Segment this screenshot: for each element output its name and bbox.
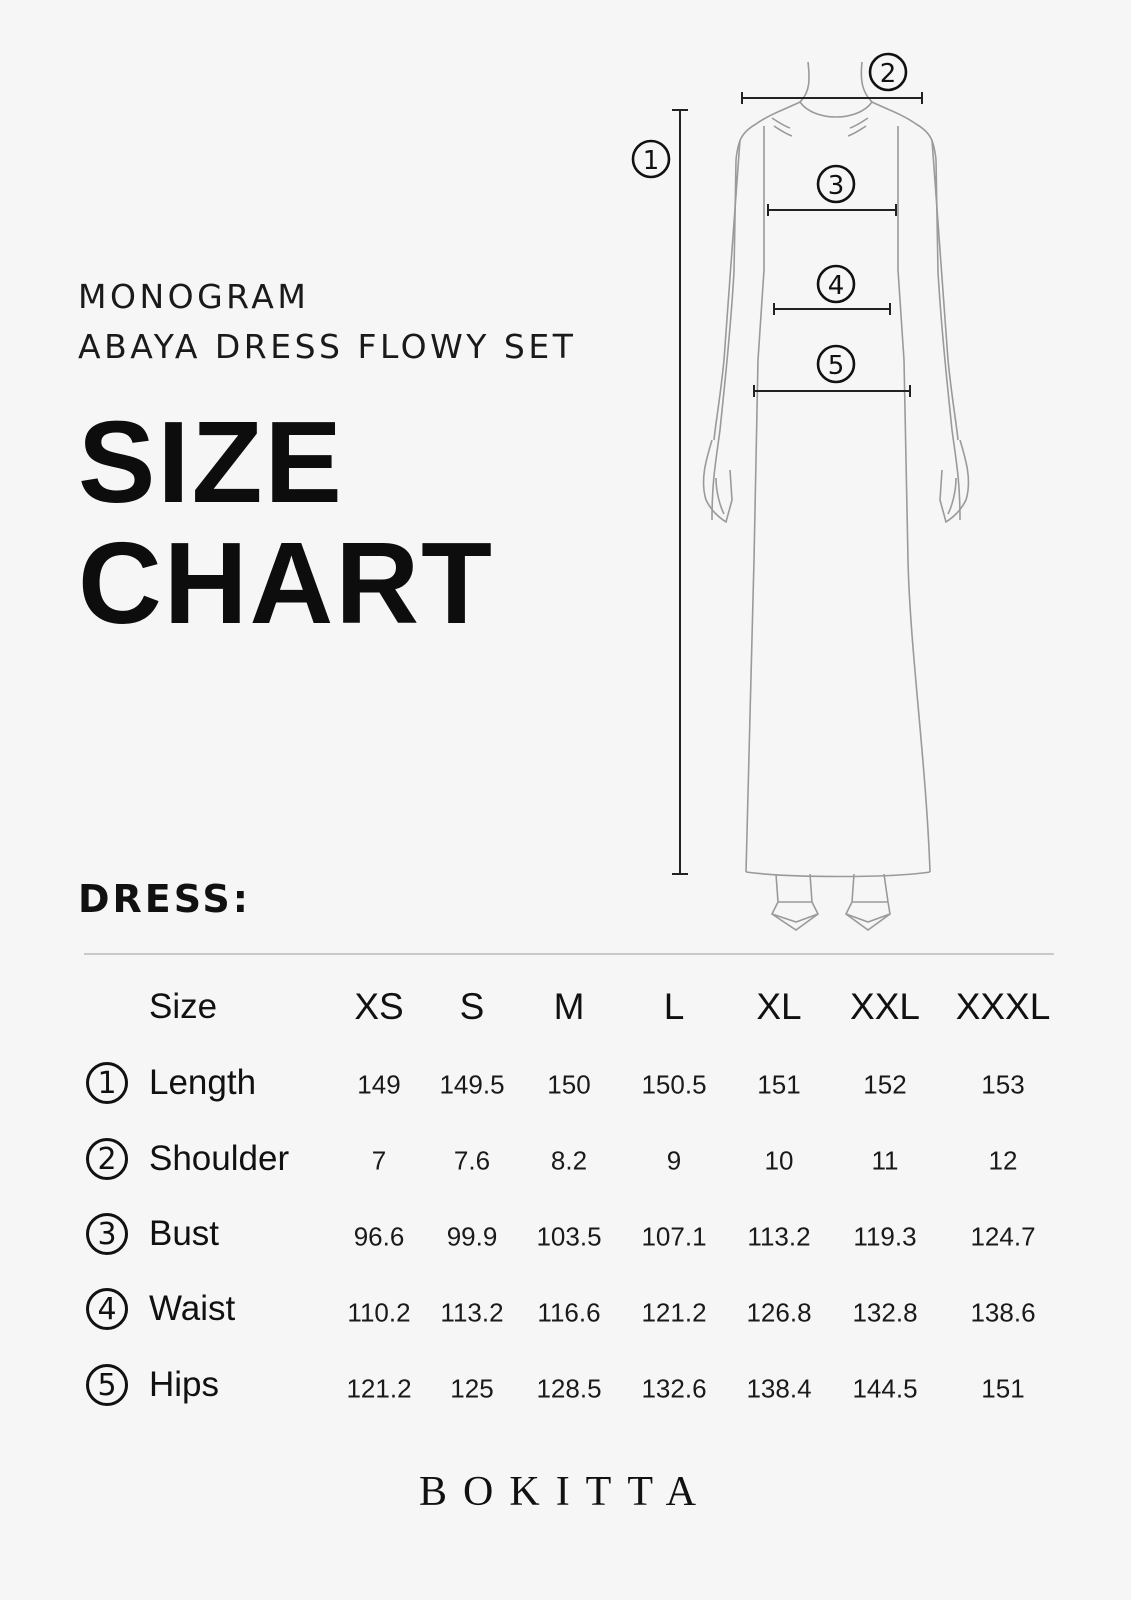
- svg-text:2: 2: [879, 59, 897, 89]
- table-cell: 138.4: [746, 1373, 812, 1404]
- row-number-badge: 1: [86, 1062, 128, 1104]
- size-column-header: S: [459, 986, 485, 1027]
- table-cell: 151: [981, 1373, 1025, 1404]
- table-cell: 113.2: [747, 1221, 811, 1252]
- table-cell: 103.5: [536, 1221, 602, 1252]
- size-column-header: XS: [354, 986, 404, 1027]
- size-column-header: XXXL: [955, 986, 1051, 1027]
- table-cell: 149.5: [439, 1069, 505, 1100]
- size-column-header: L: [663, 986, 685, 1027]
- product-line-1: MONOGRAM: [78, 277, 310, 316]
- svg-text:3: 3: [827, 171, 845, 201]
- table-cell: 7: [371, 1145, 387, 1176]
- table-cell: 107.1: [641, 1221, 707, 1252]
- table-cell: 96.6: [353, 1221, 405, 1252]
- table-cell: 99.9: [446, 1221, 498, 1252]
- product-line-2: ABAYA DRESS FLOWY SET: [78, 327, 577, 366]
- table-cell: 12: [988, 1145, 1018, 1176]
- table-cell: 124.7: [970, 1221, 1036, 1252]
- brand-logo: BOKITTA: [419, 1469, 712, 1515]
- size-column-header: XL: [756, 986, 802, 1027]
- table-cell: 126.8: [746, 1297, 812, 1328]
- size-column-header: M: [553, 986, 585, 1027]
- table-cell: 152: [863, 1069, 907, 1100]
- table-cell: 9: [666, 1145, 682, 1176]
- table-cell: 125: [450, 1373, 494, 1404]
- table-cell: 149: [357, 1069, 401, 1100]
- table-cell: 10: [764, 1145, 794, 1176]
- table-cell: 150: [547, 1069, 591, 1100]
- svg-text:1: 1: [642, 146, 660, 176]
- row-label-bust: Bust: [149, 1214, 220, 1253]
- table-cell: 121.2: [641, 1297, 707, 1328]
- row-number-badge: 5: [86, 1364, 128, 1406]
- table-cell: 11: [871, 1145, 899, 1176]
- table-cell: 128.5: [536, 1373, 602, 1404]
- table-cell: 132.6: [641, 1373, 707, 1404]
- section-title-dress: DRESS:: [78, 877, 251, 921]
- table-cell: 153: [981, 1069, 1025, 1100]
- table-cell: 151: [757, 1069, 801, 1100]
- table-cell: 121.2: [346, 1373, 412, 1404]
- row-number-badge: 4: [86, 1288, 128, 1330]
- row-label-length: Length: [149, 1063, 257, 1102]
- size-column-header: XXL: [850, 986, 920, 1027]
- row-label-shoulder: Shoulder: [149, 1139, 290, 1178]
- table-cell: 119.3: [853, 1221, 917, 1252]
- svg-text:5: 5: [827, 351, 845, 381]
- size-header: Size: [149, 987, 218, 1026]
- title-line-1: SIZE: [78, 397, 344, 527]
- table-cell: 8.2: [550, 1145, 588, 1176]
- table-cell: 150.5: [641, 1069, 707, 1100]
- row-number-badge: 2: [86, 1138, 128, 1180]
- table-cell: 113.2: [440, 1297, 504, 1328]
- table-cell: 144.5: [852, 1373, 918, 1404]
- table-cell: 138.6: [970, 1297, 1036, 1328]
- row-number-badge: 3: [86, 1213, 128, 1255]
- title-line-2: CHART: [78, 518, 494, 648]
- row-label-hips: Hips: [149, 1365, 220, 1404]
- row-label-waist: Waist: [149, 1289, 236, 1328]
- table-cell: 132.8: [852, 1297, 918, 1328]
- table-cell: 110.2: [347, 1297, 411, 1328]
- svg-text:4: 4: [827, 271, 845, 301]
- table-cell: 7.6: [453, 1145, 491, 1176]
- table-cell: 116.6: [537, 1297, 601, 1328]
